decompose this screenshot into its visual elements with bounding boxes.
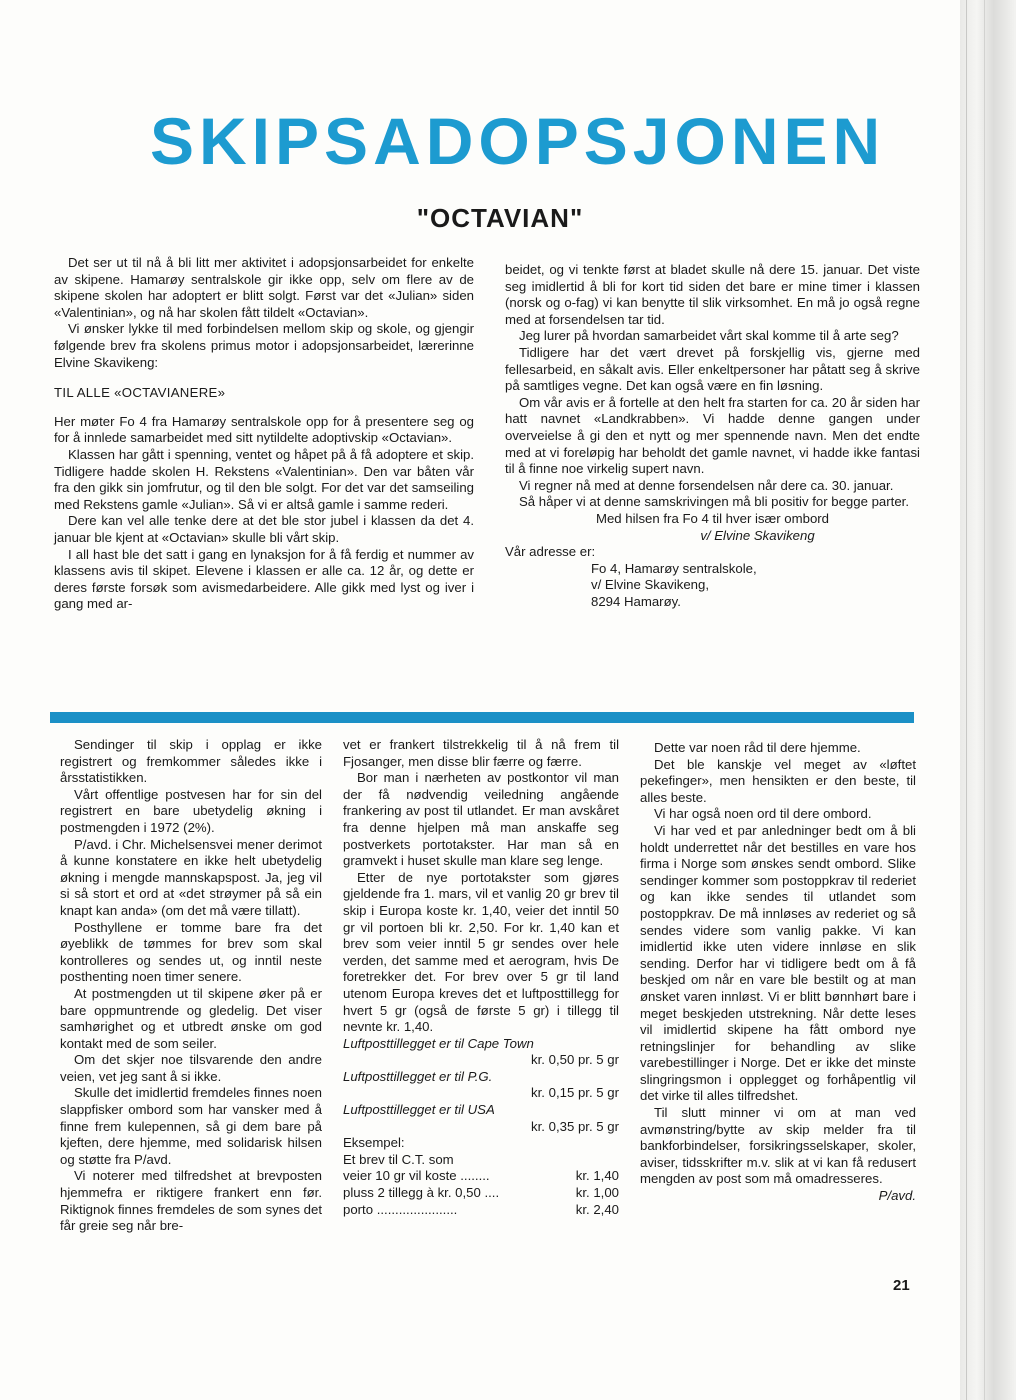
example-row bbox=[343, 1168, 619, 1185]
address-line: v/ Elvine Skavikeng, bbox=[591, 577, 710, 593]
example-row-label: veier 10 gr vil koste ........ bbox=[343, 1168, 490, 1184]
post-paragraph: At postmengden ut til skipene øker på er bare oppmuntrende og gledelig. Det viser samhørighet og et utbredt ønske om god kontakt med de som seiler. bbox=[60, 985, 322, 1051]
post-column-3 bbox=[640, 740, 916, 1205]
post-paragraph: P/avd. i Chr. Michelsensvei mener derimot å kunne konstatere en ikke helt ubetydelig økning i mengde mannskapspost. Ja, jeg vil si så stort et ord at «det strøymer på så ein knapt kan anda» (om det må være tillatt). bbox=[60, 836, 322, 918]
rate-value: kr. 0,50 pr. 5 gr bbox=[531, 1052, 619, 1068]
intro-column bbox=[54, 255, 474, 613]
page-number: 21 bbox=[893, 1277, 910, 1294]
rate-label: Luftposttillegget er til Cape Town bbox=[343, 1035, 534, 1051]
post-paragraph: Om det skjer noe tilsvarende den andre veien, vet jeg sant å si ikke. bbox=[60, 1052, 322, 1084]
post-paragraph: Skulle det imidlertid fremdeles finnes noen slappfisker ombord som har vansker med å finne frem kulepennen, så gi dem bare på kjeften, dere hjemme, med solidarisk hilsen og støtte fra P/avd. bbox=[60, 1085, 322, 1167]
post-paragraph: Vi har også noen ord til dere ombord. bbox=[654, 806, 872, 822]
post-signature: P/avd. bbox=[878, 1188, 916, 1204]
rate-label: Luftposttillegget er til P.G. bbox=[343, 1068, 493, 1084]
example-heading: Eksempel: bbox=[343, 1135, 405, 1151]
letter-right-column bbox=[505, 262, 920, 610]
letter-paragraph: beidet, og vi tenkte først at bladet skulle nå dere 15. januar. Det viste seg imidlertid å bli for kort tid siden det bare er mine timer i klassen (norsk og o-fag) vi kan benytte til slik virksomhet. En må jo også regne med at forsendelsen tar tid. bbox=[505, 262, 920, 327]
example-row bbox=[343, 1185, 619, 1202]
post-paragraph: Vårt offentlige postvesen har for sin del registrert en bare ubetydelig økning i postmengden i 1972 (2%). bbox=[60, 786, 322, 835]
post-paragraph: vet er frankert tilstrekkelig til å nå frem til Fjosanger, men disse blir færre og færre. bbox=[343, 737, 619, 769]
post-paragraph: Etter de nye portotakster som gjøres gjeldende fra 1. mars, vil et vanlig 20 gr brev til skip i Europa koste kr. 1,40, veier det inntil 50 gr vil portoen bli kr. 2,50. For kr. 1,40 kan et brev som veier inntil 5 gr sendes over hele verden, det samme med et aerogram, hvis De foretrekker det. For brev over 5 gr til land utenom Europa kreves det et luftposttillegg for hvert 5 gr (også de første 5 gr) i tillegg til nevnte kr. 1,40. bbox=[343, 869, 619, 1035]
example-row-value: kr. 1,40 bbox=[575, 1168, 619, 1184]
rate-value: kr. 0,15 pr. 5 gr bbox=[531, 1085, 619, 1101]
post-column-2 bbox=[343, 737, 619, 1218]
intro-paragraph: Det ser ut til nå å bli litt mer aktivitet i adopsjonsarbeidet for enkelte av skipene. Hamarøy sentralskole gir ikke opp, selv om flere av de skipene skolen har adoptert er blitt solgt. Først var det «Julian» siden «Valentinian», og nå har skolen fått tildelt «Octavian». bbox=[54, 255, 474, 320]
address-label: Vår adresse er: bbox=[505, 544, 596, 560]
letter-heading: TIL ALLE «OCTAVIANERE» bbox=[54, 385, 226, 401]
letter-paragraph: I all hast ble det satt i gang en lynaksjon for å få ferdig et nummer av klassens avis til skipet. Elevene i klassen er alle ca. 12 år, og dette er deres første forsøk som avismedarbeidere. Alle gikk med lyst og iver i gang med ar- bbox=[54, 546, 474, 612]
post-paragraph: Posthyllene er tomme bare fra det øyeblikk de tømmes for brev som skal kontrolleres og sendes ut, og inntil neste posthenting noen timer senere. bbox=[60, 919, 322, 985]
article-subtitle: "OCTAVIAN" bbox=[416, 203, 584, 233]
letter-paragraph: Vi regner nå med at denne forsendelsen når dere ca. 30. januar. bbox=[519, 477, 894, 493]
letter-paragraph: Her møter Fo 4 fra Hamarøy sentralskole opp for å presentere seg og for å innlede samarbeidet med sitt nytildelte adoptivskip «Octavian». bbox=[54, 413, 474, 446]
letter-paragraph: Klassen har gått i spenning, ventet og håpet på å få adoptere et skip. Tidligere hadde skolen H. Rekstens «Valentinian». Den var båten vår fra den gikk sin jomfrutur, og til den ble solgt. For det var det samseiling med Rekstens gamle «Julian». Så vi er altså gamle i samme rederi. bbox=[54, 446, 474, 512]
post-paragraph: Til slutt minner vi om at man ved avmønstring/bytte av skip melder fra til bankforbindelser, forsikringsselskaper, skoler, aviser, tidsskrifter m.v. slik at vi kan få redusert mengden av post som må omadresseres. bbox=[640, 1105, 916, 1187]
letter-paragraph: Jeg lurer på hvordan samarbeidet vårt skal komme til å arte seg? bbox=[519, 328, 899, 344]
letter-paragraph: Så håper vi at denne samskrivingen må bli positiv for begge parter. bbox=[519, 494, 909, 510]
letter-paragraph: Dere kan vel alle tenke dere at det ble stor jubel i klassen da det 4. januar ble kjent at «Octavian» skulle bli vårt skip. bbox=[54, 513, 474, 545]
section-divider-bar bbox=[50, 712, 914, 723]
letter-paragraph: Om vår avis er å fortelle at den helt fra starten for ca. 20 år siden har hatt navnet «Landkrabben». Vi hadde denne gangen under overveielse å gi den et nytt og mer spennende navn. Men det endte med at vi foreløpig har beholdt det gamle navnet, vi hadde ikke fantasi til å finne noe virkelig supert navn. bbox=[505, 394, 920, 477]
example-row bbox=[343, 1202, 619, 1219]
page-title: SKIPSADOPSJONEN bbox=[150, 104, 886, 178]
address-line: Fo 4, Hamarøy sentralskole, bbox=[591, 560, 757, 576]
example-intro: Et brev til C.T. som bbox=[343, 1151, 454, 1167]
post-paragraph: Det ble kanskje vel meget av «løftet pekefinger», men hensikten er den beste, til alles beste. bbox=[640, 756, 916, 805]
post-paragraph: Vi noterer med tilfredshet at brevposten hjemmefra er riktigere frankert enn før. Riktignok finnes fremdeles de som synes det får greie seg når bre- bbox=[60, 1168, 322, 1234]
post-paragraph: Vi har ved et par anledninger bedt om å bli holdt underrettet når det bestilles en vare hos firma i Norge som ønskes sendt ombord. Slike sendinger kommer som postoppkrav til rederiet og kan ikke sendes til utlandet som postoppkrav. De må innløses av rederiet og så sendes videre som vanlig pakke. Vi kan imidlertid ikke uten videre innløse en slik sending. Derfor har vi tidligere bedt om å få beskjed om når en vare ble bestilt og at man ønsket varen innløst. Vi er blitt bønnhørt bare i meget beskjeden utstrekning. Når dette leses vil imidlertid skipene ha fått ombord nye retningslinjer for behandling av slike varebestillinger i Norge. Det er ikke det minste slingringsmon i opplegget og forhåpentlig vil det virke til alles tilfredshet. bbox=[640, 822, 916, 1104]
example-row-value: kr. 1,00 bbox=[575, 1185, 619, 1201]
example-row-value: kr. 2,40 bbox=[575, 1201, 619, 1217]
post-paragraph: Sendinger til skip i opplag er ikke registrert og fremkommer således ikke i årsstatistikken. bbox=[60, 737, 322, 786]
post-column-1 bbox=[60, 737, 322, 1235]
intro-paragraph: Vi ønsker lykke til med forbindelsen mellom skip og skole, og gjengir følgende brev fra skolens primus motor i adopsjonsarbeidet, lærerinne Elvine Skavikeng: bbox=[54, 321, 474, 370]
example-row-label: porto ...................... bbox=[343, 1201, 458, 1217]
page-edge bbox=[960, 0, 1016, 1400]
rate-label: Luftposttillegget er til USA bbox=[343, 1102, 495, 1118]
example-row-label: pluss 2 tillegg à kr. 0,50 .... bbox=[343, 1185, 500, 1201]
post-paragraph: Dette var noen råd til dere hjemme. bbox=[654, 740, 861, 755]
letter-paragraph: Tidligere har det vært drevet på forskjellig vis, gjerne med fellesarbeid, en såkalt avis. Eller enkeltpersoner har påtatt seg å skrive på samtliges vegne. Det kan også være en fin løsning. bbox=[505, 344, 920, 394]
letter-signature: v/ Elvine Skavikeng bbox=[700, 527, 815, 543]
letter-greeting: Med hilsen fra Fo 4 til hver især ombord bbox=[595, 510, 830, 526]
address-line: 8294 Hamarøy. bbox=[591, 593, 681, 609]
rate-value: kr. 0,35 pr. 5 gr bbox=[531, 1118, 619, 1134]
post-paragraph: Bor man i nærheten av postkontor vil man der få nødvendig veiledning angående frankering av post til utlandet. Er man avskåret fra denne hjelpen må man anskaffe seg postverkets portotakster. Har man så en gramvekt i huset skulle man klare seg lenge. bbox=[343, 770, 619, 869]
